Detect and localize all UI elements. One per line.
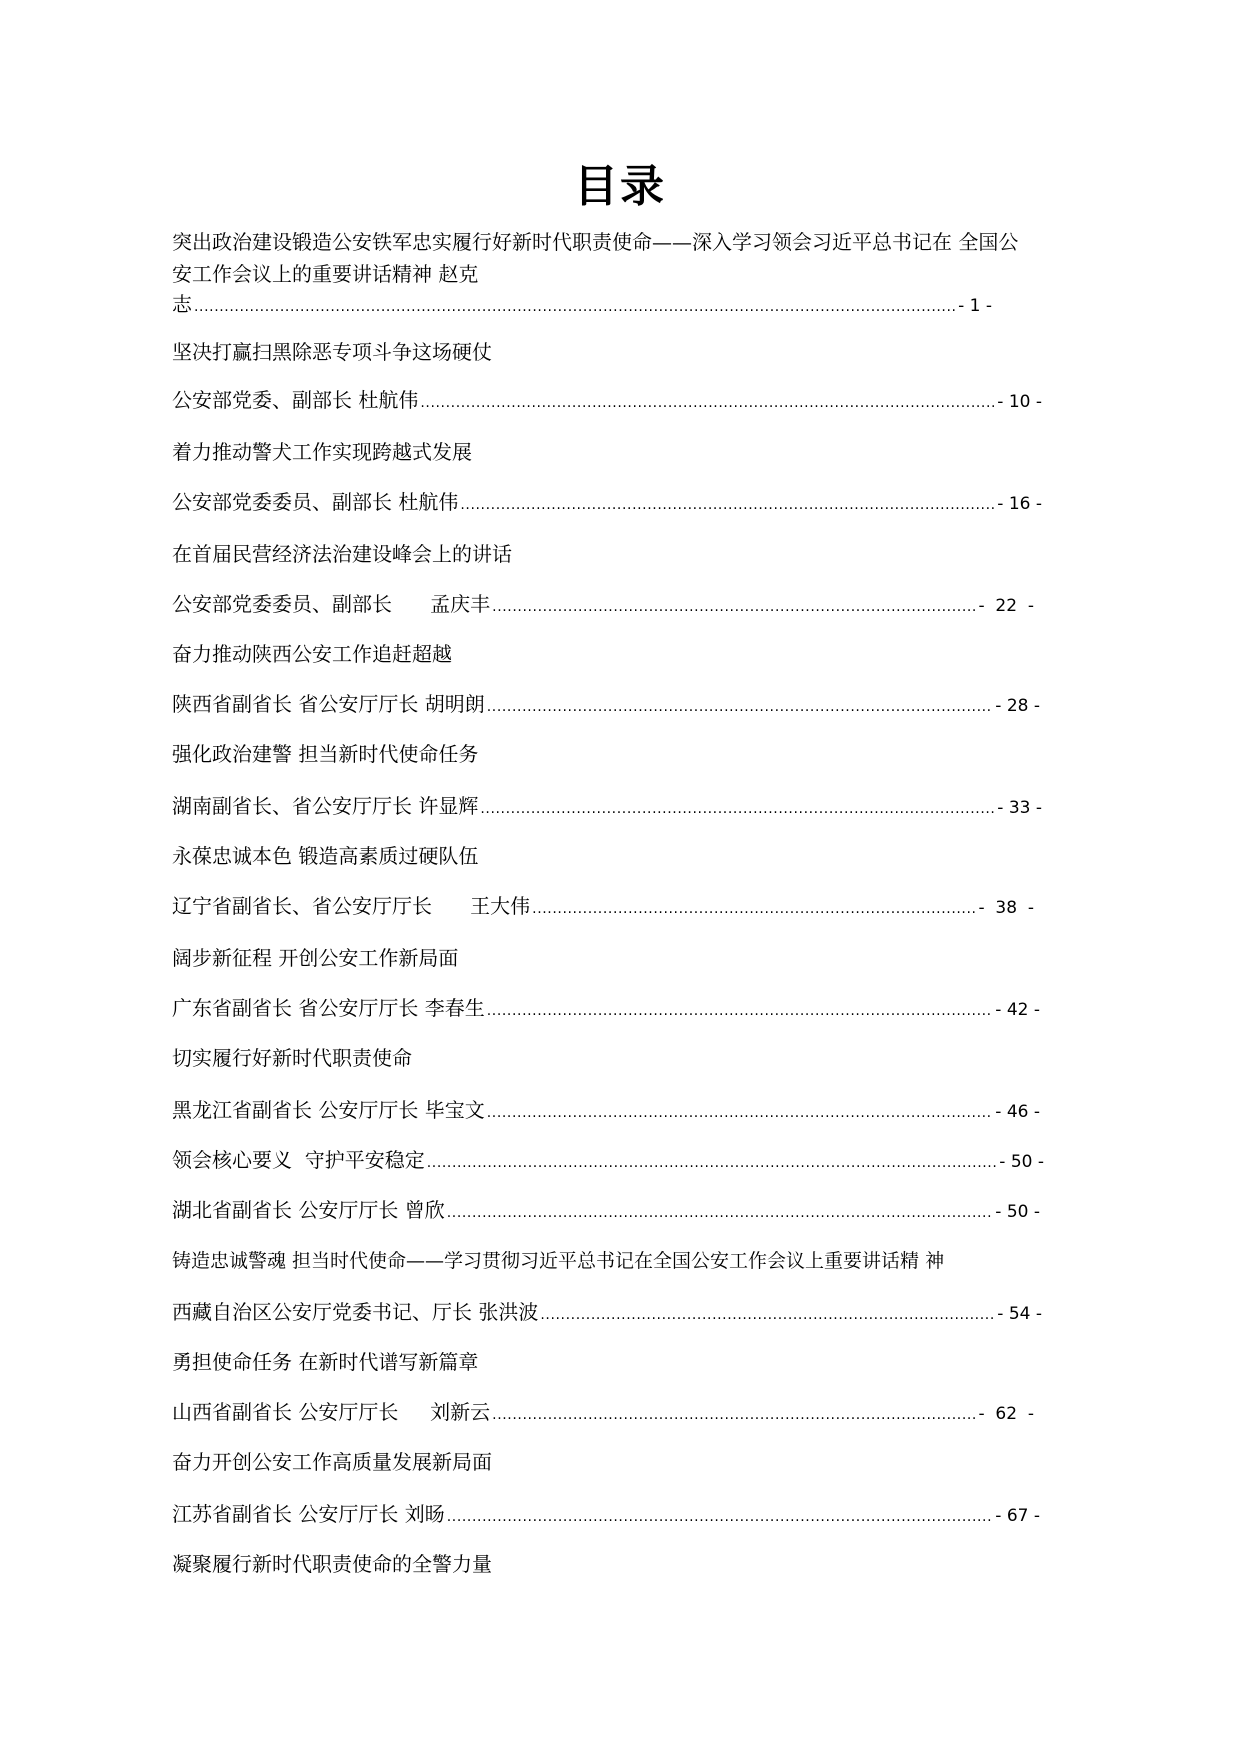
toc-entry-author: 黑龙江省副省长 公安厅厅长 毕宝文 [172,1098,485,1122]
toc-entry-page: - 33 - [997,798,1042,818]
toc-entry-title[interactable]: 着力推动警犬工作实现跨越式发展 [172,440,472,464]
toc-entry-author: 公安部党委委员、副部长 杜航伟 [172,490,459,514]
toc-entry-page: - 50 - [995,1202,1040,1222]
toc-entry-author: 公安部党委委员、副部长 孟庆丰 [172,592,491,616]
toc-entry-title[interactable]: 凝聚履行新时代职责使命的全警力量 [172,1552,492,1576]
toc-entry-author: 山西省副省长 公安厅厅长 刘新云 [172,1400,491,1424]
toc-entry-page: - 28 - [995,696,1040,716]
leader-dots [420,395,995,411]
leader-dots [487,699,994,715]
leader-dots [447,1205,994,1221]
leader-dots [194,299,956,315]
toc-entry-page: - 38 - [978,898,1034,918]
toc-entry-author: 江苏省副省长 公安厅厅长 刘旸 [172,1502,445,1526]
toc-entry-page: - 62 - [978,1404,1034,1424]
toc-entry-author-row[interactable] [172,992,1040,1021]
toc-entry-page: - 10 - [997,392,1042,412]
toc-entry-author-row[interactable] [172,790,1042,819]
page-title: 目录 [574,161,666,212]
toc-entry-author: 陕西省副省长 省公安厅厅长 胡明朗 [172,692,485,716]
toc-entry-title-row[interactable] [172,1144,1044,1173]
toc-entry-title[interactable]: 铸造忠诚警魂 担当时代使命——学习贯彻习近平总书记在全国公安工作会议上重要讲话精 神 [172,1250,945,1272]
toc-entry-page: - 1 - [958,296,992,316]
toc-entry-title[interactable]: 安工作会议上的重要讲话精神 赵克 [172,262,479,286]
leader-dots [532,901,976,917]
toc-entry-author: 西藏自治区公安厅党委书记、厅长 张洪波 [172,1300,539,1324]
toc-entry-author-row[interactable] [172,288,992,317]
toc-entry-page: - 67 - [995,1506,1040,1526]
leader-dots [460,497,995,513]
toc-entry-page: - 54 - [997,1304,1042,1324]
toc-entry-title[interactable]: 坚决打赢扫黑除恶专项斗争这场硬仗 [172,340,492,364]
leader-dots [540,1307,995,1323]
toc-entry-title[interactable]: 奋力推动陕西公安工作追赶超越 [172,642,452,666]
toc-entry-author-row[interactable] [172,384,1042,413]
toc-entry-page: - 22 - [978,596,1034,616]
leader-dots [492,599,976,615]
toc-entry-author-row[interactable] [172,1194,1040,1223]
toc-entry-title[interactable]: 突出政治建设锻造公安铁军忠实履行好新时代职责使命——深入学习领会习近平总书记在 全国公 [172,230,1019,254]
toc-entry-author-row[interactable] [172,890,1034,919]
toc-entry-page: - 46 - [995,1102,1040,1122]
leader-dots [427,1155,998,1171]
toc-entry-author-row[interactable] [172,486,1042,515]
leader-dots [447,1509,994,1525]
toc-entry-title[interactable]: 勇担使命任务 在新时代谱写新篇章 [172,1350,479,1374]
toc-entry-author-row[interactable] [172,1498,1040,1527]
toc-entry-author-row[interactable] [172,688,1040,717]
toc-entry-title[interactable]: 永葆忠诚本色 锻造高素质过硬队伍 [172,844,479,868]
toc-entry-author: 公安部党委、副部长 杜航伟 [172,388,419,412]
leader-dots [492,1407,976,1423]
toc-entry-author-row[interactable] [172,1396,1034,1425]
leader-dots [480,801,995,817]
leader-dots [487,1105,994,1121]
toc-entry-author: 辽宁省副省长、省公安厅厅长 王大伟 [172,894,531,918]
toc-entry-title[interactable]: 切实履行好新时代职责使命 [172,1046,412,1070]
toc-entry-author: 湖北省副省长 公安厅厅长 曾欣 [172,1198,445,1222]
toc-entry-author: 广东省副省长 省公安厅厅长 李春生 [172,996,485,1020]
toc-entry-author: 志 [172,292,192,316]
leader-dots [487,1003,994,1019]
toc-entry-title[interactable]: 奋力开创公安工作高质量发展新局面 [172,1450,492,1474]
toc-entry-author-row[interactable] [172,1296,1042,1325]
toc-entry-title[interactable]: 阔步新征程 开创公安工作新局面 [172,946,459,970]
toc-entry-title[interactable]: 强化政治建警 担当新时代使命任务 [172,742,479,766]
toc-entry-author: 湖南副省长、省公安厅厅长 许显辉 [172,794,479,818]
toc-entry-author-row[interactable] [172,1094,1040,1123]
toc-entry-title[interactable]: 在首届民营经济法治建设峰会上的讲话 [172,542,512,566]
toc-entry-page: - 42 - [995,1000,1040,1020]
toc-entry-page: - 50 - [999,1152,1044,1172]
toc-entry-author-row[interactable] [172,588,1034,617]
toc-entry-title: 领会核心要义 守护平安稳定 [172,1148,425,1172]
toc-entry-page: - 16 - [997,494,1042,514]
